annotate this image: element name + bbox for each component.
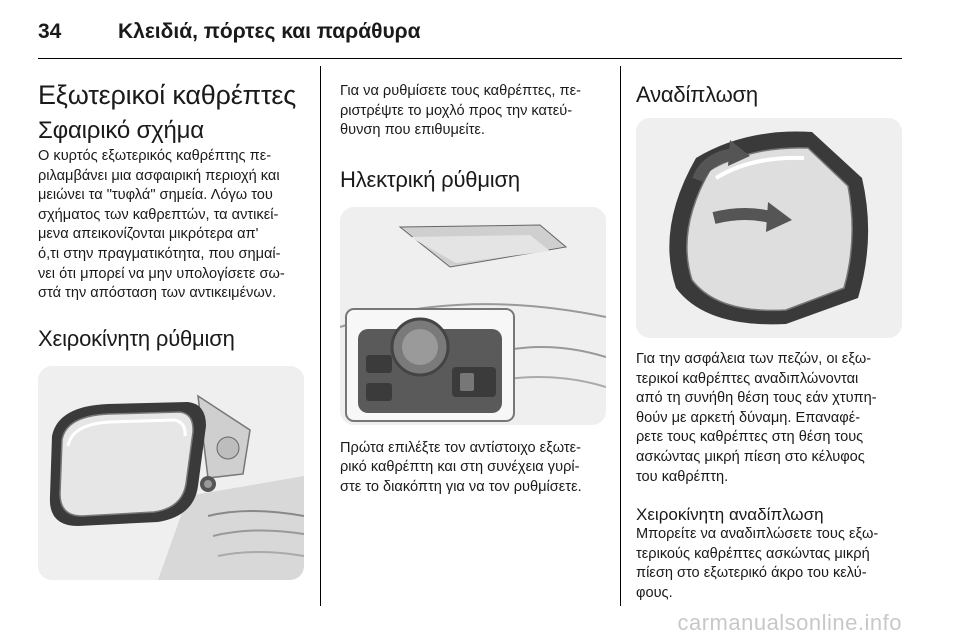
heading-electric-adjust: Ηλεκτρική ρύθμιση xyxy=(340,166,520,192)
electric-adjust-text xyxy=(340,439,608,498)
text-line: Για να ρυθμίσετε τους καθρέπτες, πε- xyxy=(340,83,581,99)
column-2 xyxy=(340,82,608,498)
column-divider-2 xyxy=(620,66,621,606)
text-line: πίεση στο εξωτερικό άκρο του κελύ- xyxy=(636,565,867,582)
text-line: ρετε τους καθρέπτες στη θέση τους xyxy=(636,429,864,446)
text-line: τερικοί καθρέπτες αναδιπλώνονται xyxy=(636,370,859,387)
text-line: Μπορείτε να αναδιπλώσετε τους εξω- xyxy=(636,526,879,543)
text-line: Για την ασφάλεια των πεζών, οι εξω- xyxy=(636,351,872,367)
text-line: του καθρέπτη. xyxy=(636,468,729,485)
text-line: μειώνει τα "τυφλά" σημεία. Λόγω του xyxy=(38,187,273,204)
text-line: ό,τι στην πραγματικότητα, που σημαί- xyxy=(38,245,281,262)
text-line: θυνση που επιθυμείτε. xyxy=(340,122,485,139)
section-title: Εξωτερικοί καθρέπτες xyxy=(38,80,297,110)
watermark: carmanualsonline.info xyxy=(677,610,902,635)
column-3 xyxy=(636,66,904,604)
text-line: ασκώντας μικρή πίεση στο κέλυφος xyxy=(636,448,865,465)
running-title: Κλειδιά, πόρτες και παράθυρα xyxy=(118,20,421,43)
text-line: Ο κυρτός εξωτερικός καθρέπτης πε- xyxy=(38,148,272,164)
header-rule xyxy=(38,58,902,59)
page-header xyxy=(38,12,421,52)
text-line: σχήματος των καθρεπτών, τα αντικεί- xyxy=(38,206,279,223)
spherical-text xyxy=(38,147,306,304)
page-number: 34 xyxy=(38,20,62,43)
text-line: ριστρέψτε το μοχλό προς την κατεύ- xyxy=(340,102,573,119)
text-line: από τη συνήθη θέση τους εάν χτυπη- xyxy=(636,390,877,407)
mirror-fold-arrows-illustration xyxy=(636,118,902,338)
manual-adjust-text xyxy=(340,82,608,141)
text-line: στε το διακόπτη για να τον ρυθμίσετε. xyxy=(340,478,582,495)
heading-manual-adjust: Χειροκίνητη ρύθμιση xyxy=(38,325,235,351)
text-line: Πρώτα επιλέξτε τον αντίστοιχο εξωτε- xyxy=(340,439,582,456)
text-line: στά την απόσταση των αντικειμένων. xyxy=(38,285,277,302)
heading-spherical: Σφαιρικό σχήμα xyxy=(38,117,204,144)
column-divider-1 xyxy=(320,66,321,606)
figure-electric-switch xyxy=(340,207,606,425)
figure-manual-mirror xyxy=(38,366,304,580)
figure-fold-mirror xyxy=(636,118,902,338)
mirror-manual-illustration xyxy=(38,366,304,580)
heading-manual-folding: Χειροκίνητη αναδίπλωση xyxy=(636,505,824,525)
column-1 xyxy=(38,66,306,580)
text-line: ρικό καθρέπτη και στη συνέχεια γυρί- xyxy=(340,459,580,476)
text-line: ριλαμβάνει μια ασφαιρική περιοχή και xyxy=(38,167,280,184)
heading-folding: Αναδίπλωση xyxy=(636,82,758,107)
text-line: θούν με αρκετή δύναμη. Επαναφέ- xyxy=(636,409,861,426)
mirror-switch-illustration xyxy=(340,207,606,425)
text-line: τερικούς καθρέπτες ασκώντας μικρή xyxy=(636,545,870,562)
text-line: φους. xyxy=(636,584,673,601)
text-line: νει ότι μπορεί να μην υπολογίσετε σω- xyxy=(38,265,285,282)
manual-folding-text xyxy=(636,525,904,603)
folding-text xyxy=(636,350,904,487)
text-line: μενα απεικονίζονται μικρότερα απ' xyxy=(38,226,259,243)
